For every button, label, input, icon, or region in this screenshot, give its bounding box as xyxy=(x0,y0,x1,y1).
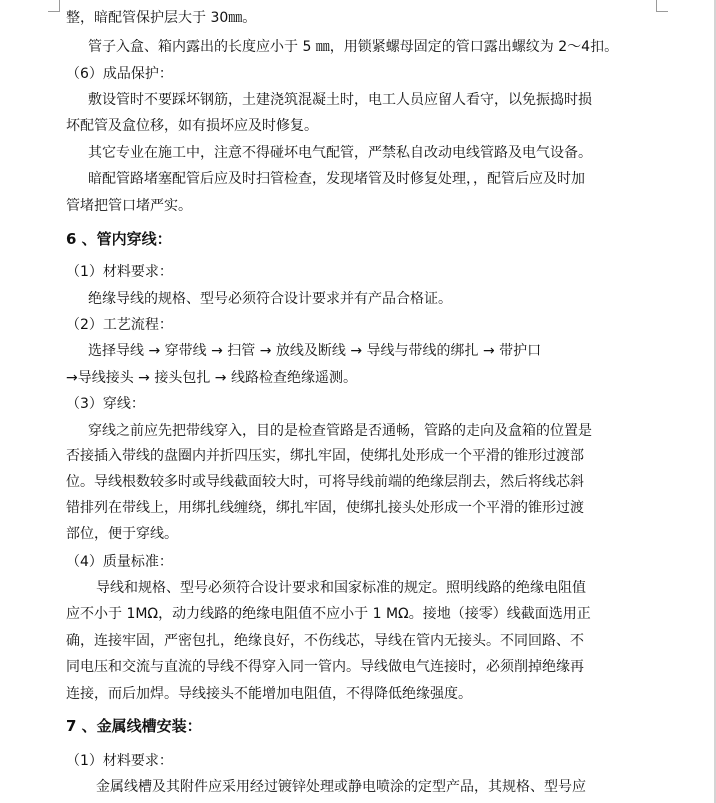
paragraph-line: 管堵把管口堵严实。 xyxy=(66,198,192,214)
paragraph-line: 坏配管及盒位移，如有损坏应及时修复。 xyxy=(66,118,318,134)
paragraph-line: 导线和规格、型号必须符合设计要求和国家标准的规定。照明线路的绝缘电阻值 xyxy=(96,580,586,596)
paragraph-line: 位。导线根数较多时或导线截面较大时，可将导线前端的绝缘层削去，然后将线芯斜 xyxy=(66,474,584,490)
paragraph-line: 同电压和交流与直流的导线不得穿入同一管内。导线做电气连接时，必须削掉绝缘再 xyxy=(66,659,584,675)
paragraph-line: 部位，便于穿线。 xyxy=(66,526,178,542)
paragraph-line: 金属线槽及其附件应采用经过镀锌处理或静电喷涂的定型产品，其规格、型号应 xyxy=(96,779,586,795)
subsection-heading: （4）质量标准： xyxy=(66,554,173,570)
process-flow-line: 选择导线 → 穿带线 → 扫管 → 放线及断线 → 导线与带线的绑扎 → 带护口 xyxy=(88,343,542,359)
section-heading: 6 、管内穿线： xyxy=(66,230,172,248)
subsection-heading: （2）工艺流程： xyxy=(66,317,173,333)
subsection-heading: （6）成品保护： xyxy=(66,66,173,82)
crop-mark-left xyxy=(48,0,60,12)
paragraph-line: 管子入盒、箱内露出的长度应小于 5 ㎜，用锁紧螺母固定的管口露出螺纹为 2～4扣。 xyxy=(88,39,619,55)
paragraph-line: 绝缘导线的规格、型号必须符合设计要求并有产品合格证。 xyxy=(88,291,452,307)
process-flow-line: →导线接头 → 接头包扎 → 线路检查绝缘遥测。 xyxy=(66,370,357,386)
crop-mark-right xyxy=(656,0,668,12)
paragraph-line: 穿线之前应先把带线穿入，目的是检查管路是否通畅，管路的走向及盒箱的位置是 xyxy=(88,423,592,439)
paragraph-line: 连接，而后加焊。导线接头不能增加电阻值，不得降低绝缘强度。 xyxy=(66,686,472,702)
paragraph-line: 确，连接牢固，严密包扎，绝缘良好，不伤线芯，导线在管内无接头。不同回路、不 xyxy=(66,633,584,649)
section-heading: 7 、金属线槽安装： xyxy=(66,717,202,735)
subsection-heading: （1）材料要求： xyxy=(66,753,173,769)
paragraph-line: 暗配管路堵塞配管后应及时扫管检查，发现堵管及时修复处理，，配管后应及时加 xyxy=(88,171,585,187)
subsection-heading: （3）穿线： xyxy=(66,396,145,412)
paragraph-line: 错排列在带线上，用绑扎线缠绕，绑扎牢固，使绑扎接头处形成一个平滑的锥形过渡 xyxy=(66,500,584,516)
paragraph-line: 应不小于 1MΩ，动力线路的绝缘电阻值不应小于 1 MΩ。接地（接零）线截面选用正 xyxy=(66,606,591,622)
paragraph-line: 敷设管时不要踩坏钢筋，土建浇筑混凝土时，电工人员应留人看守，以免振捣时损 xyxy=(88,92,592,108)
paragraph-line: 其它专业在施工中，注意不得碰坏电气配管，严禁私自改动电线管路及电气设备。 xyxy=(88,145,592,161)
paragraph-line: 整，暗配管保护层大于 30㎜。 xyxy=(66,10,257,26)
subsection-heading: （1）材料要求： xyxy=(66,264,173,280)
paragraph-line: 否接插入带线的盘圈内并折四压实，绑扎牢固，使绑扎处形成一个平滑的锥形过渡部 xyxy=(66,448,584,464)
